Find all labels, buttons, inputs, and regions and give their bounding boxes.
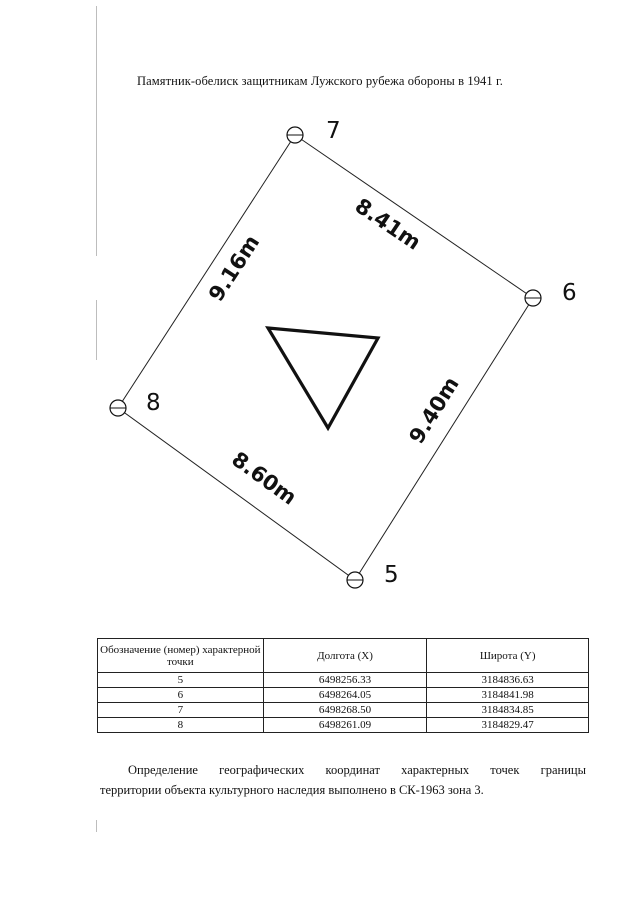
segment-label-6-5: 9.40m <box>404 372 464 448</box>
point-marker-5 <box>347 572 363 588</box>
point-label-7: 7 <box>326 118 341 144</box>
table-cell: 3184836.63 <box>427 673 589 688</box>
table-header-row <box>98 639 589 673</box>
table-cell: 6498256.33 <box>263 673 427 688</box>
table-cell: 3184834.85 <box>427 703 589 718</box>
boundary-polygon <box>118 135 533 580</box>
table-cell: 5 <box>98 673 264 688</box>
point-label-8: 8 <box>146 390 161 416</box>
point-label-5: 5 <box>384 562 399 588</box>
point-marker-6 <box>525 290 541 306</box>
point-label-6: 6 <box>562 280 577 306</box>
scan-edge-mark <box>96 820 97 832</box>
table-row <box>98 688 589 703</box>
table-cell: 6 <box>98 688 264 703</box>
table-cell: 3184829.47 <box>427 718 589 733</box>
note-line-1: Определение географических координат характерных точек границы <box>128 763 586 777</box>
point-marker-7 <box>287 127 303 143</box>
segment-label-5-8: 8.60m <box>227 446 301 510</box>
segment-label-7-6: 8.41m <box>350 193 426 255</box>
table-cell: 6498264.05 <box>263 688 427 703</box>
obelisk-triangle <box>268 328 378 428</box>
table-row <box>98 703 589 718</box>
coordinates-table <box>97 638 589 733</box>
column-header-y: Широта (Y) <box>427 639 589 673</box>
table-cell: 6498268.50 <box>263 703 427 718</box>
table-cell: 7 <box>98 703 264 718</box>
column-header-x: Долгота (X) <box>263 639 427 673</box>
table-cell: 6498261.09 <box>263 718 427 733</box>
table-row <box>98 673 589 688</box>
coordinate-system-note <box>100 760 586 800</box>
table-row <box>98 718 589 733</box>
table-cell: 8 <box>98 718 264 733</box>
note-line-2: территории объекта культурного наследия выполнено в СК-1963 зона 3. <box>100 783 484 797</box>
point-marker-8 <box>110 400 126 416</box>
table-cell: 3184841.98 <box>427 688 589 703</box>
segment-label-8-7: 9.16m <box>203 230 265 306</box>
document-title: Памятник-обелиск защитникам Лужского рубежа обороны в 1941 г. <box>136 74 504 88</box>
column-header-point: Обозначение (номер) характерной точки <box>98 639 264 673</box>
